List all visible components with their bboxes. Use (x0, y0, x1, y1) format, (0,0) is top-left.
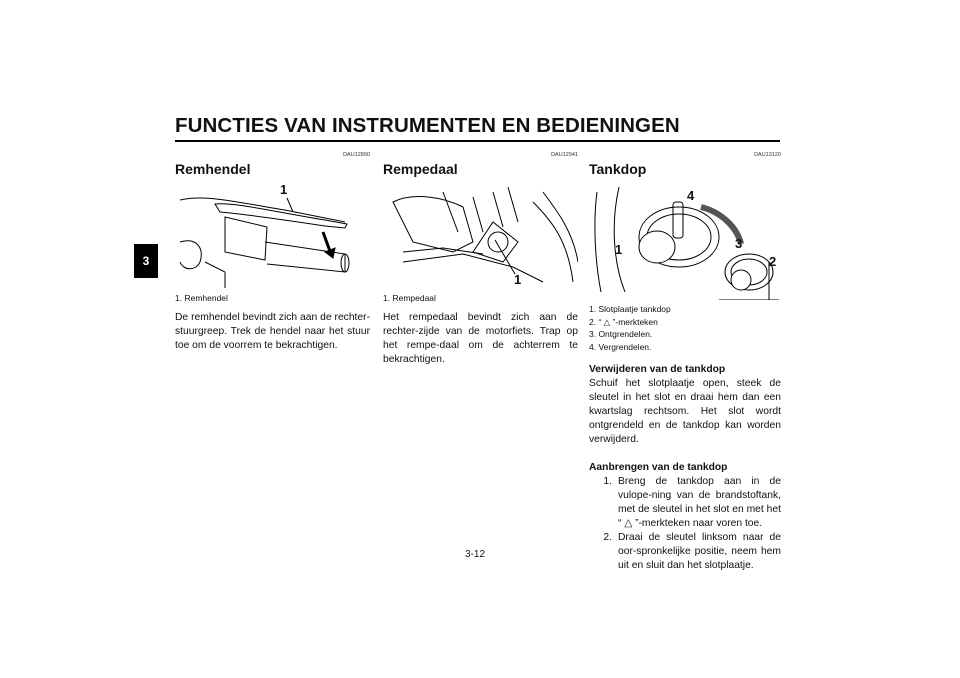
install-steps (589, 475, 781, 573)
fuel-cap-illustration (589, 182, 781, 300)
body-text: Het rempedaal bevindt zich aan de rechter-zijde van de motorfiets. Trap op het rempe-daal om de achterrem te bekrachtigen. (383, 312, 578, 365)
list-item: 1. Breng de tankdop aan in de vulope-ning van de brandstoftank, met de sleutel in het slot en met het “ △ ”-merkteken naar voren toe. (603, 476, 781, 530)
caption-1: 1. Slotplaatje tankdop (589, 304, 671, 314)
section-brake-pedal (383, 150, 578, 367)
callout-1: 1 (514, 272, 522, 287)
callout-1: 1 (280, 182, 288, 197)
callout-1: 1 (615, 242, 623, 257)
callout-4: 4 (687, 188, 695, 203)
doc-code: DAU12941 (551, 152, 578, 158)
figure-caption: 1. Rempedaal (383, 293, 436, 303)
doc-code: DAU13120 (754, 152, 781, 158)
body-text: De remhendel bevindt zich aan de rechter-stuurgreep. Trek de hendel naar het stuur toe om de voorrem te bekrachtigen. (175, 312, 370, 351)
caption-2: 2. “ △ ”-merkteken (589, 316, 658, 327)
caption-4: 4. Vergrendelen. (589, 341, 652, 352)
remove-heading: Verwijderen van de tankdop (589, 364, 726, 376)
brake-pedal-illustration (383, 182, 578, 288)
section-heading: Rempedaal (383, 161, 458, 177)
doc-code: DAU12890 (343, 152, 370, 158)
brake-lever-illustration (175, 182, 370, 288)
section-heading: Remhendel (175, 161, 251, 177)
figure-captions (589, 303, 781, 353)
title-rule (175, 140, 780, 142)
callout-2: 2 (769, 254, 777, 269)
remove-body: Schuif het slotplaatje open, steek de sleutel in het slot en draai hem dan een kwartslag rechtsom. Het slot wordt ontgrendeld en de tankdop kan worden verwijderd. (589, 378, 781, 446)
install-heading: Aanbrengen van de tankdop (589, 462, 728, 474)
callout-3: 3 (735, 236, 743, 251)
chapter-tab: 3 (134, 244, 158, 278)
list-item: 2. Draai de sleutel linksom naar de oor-spronkelijke positie, neem hem uit en sluit dan het slotplaatje. (603, 532, 781, 572)
page-title: FUNCTIES VAN INSTRUMENTEN EN BEDIENINGEN (175, 114, 680, 137)
section-brake-lever (175, 150, 370, 353)
figure-caption: 1. Remhendel (175, 293, 228, 303)
page-number: 3-12 (465, 549, 486, 560)
caption-3: 3. Ontgrendelen. (589, 329, 653, 340)
section-fuel-cap (589, 150, 781, 573)
section-heading: Tankdop (589, 161, 647, 177)
